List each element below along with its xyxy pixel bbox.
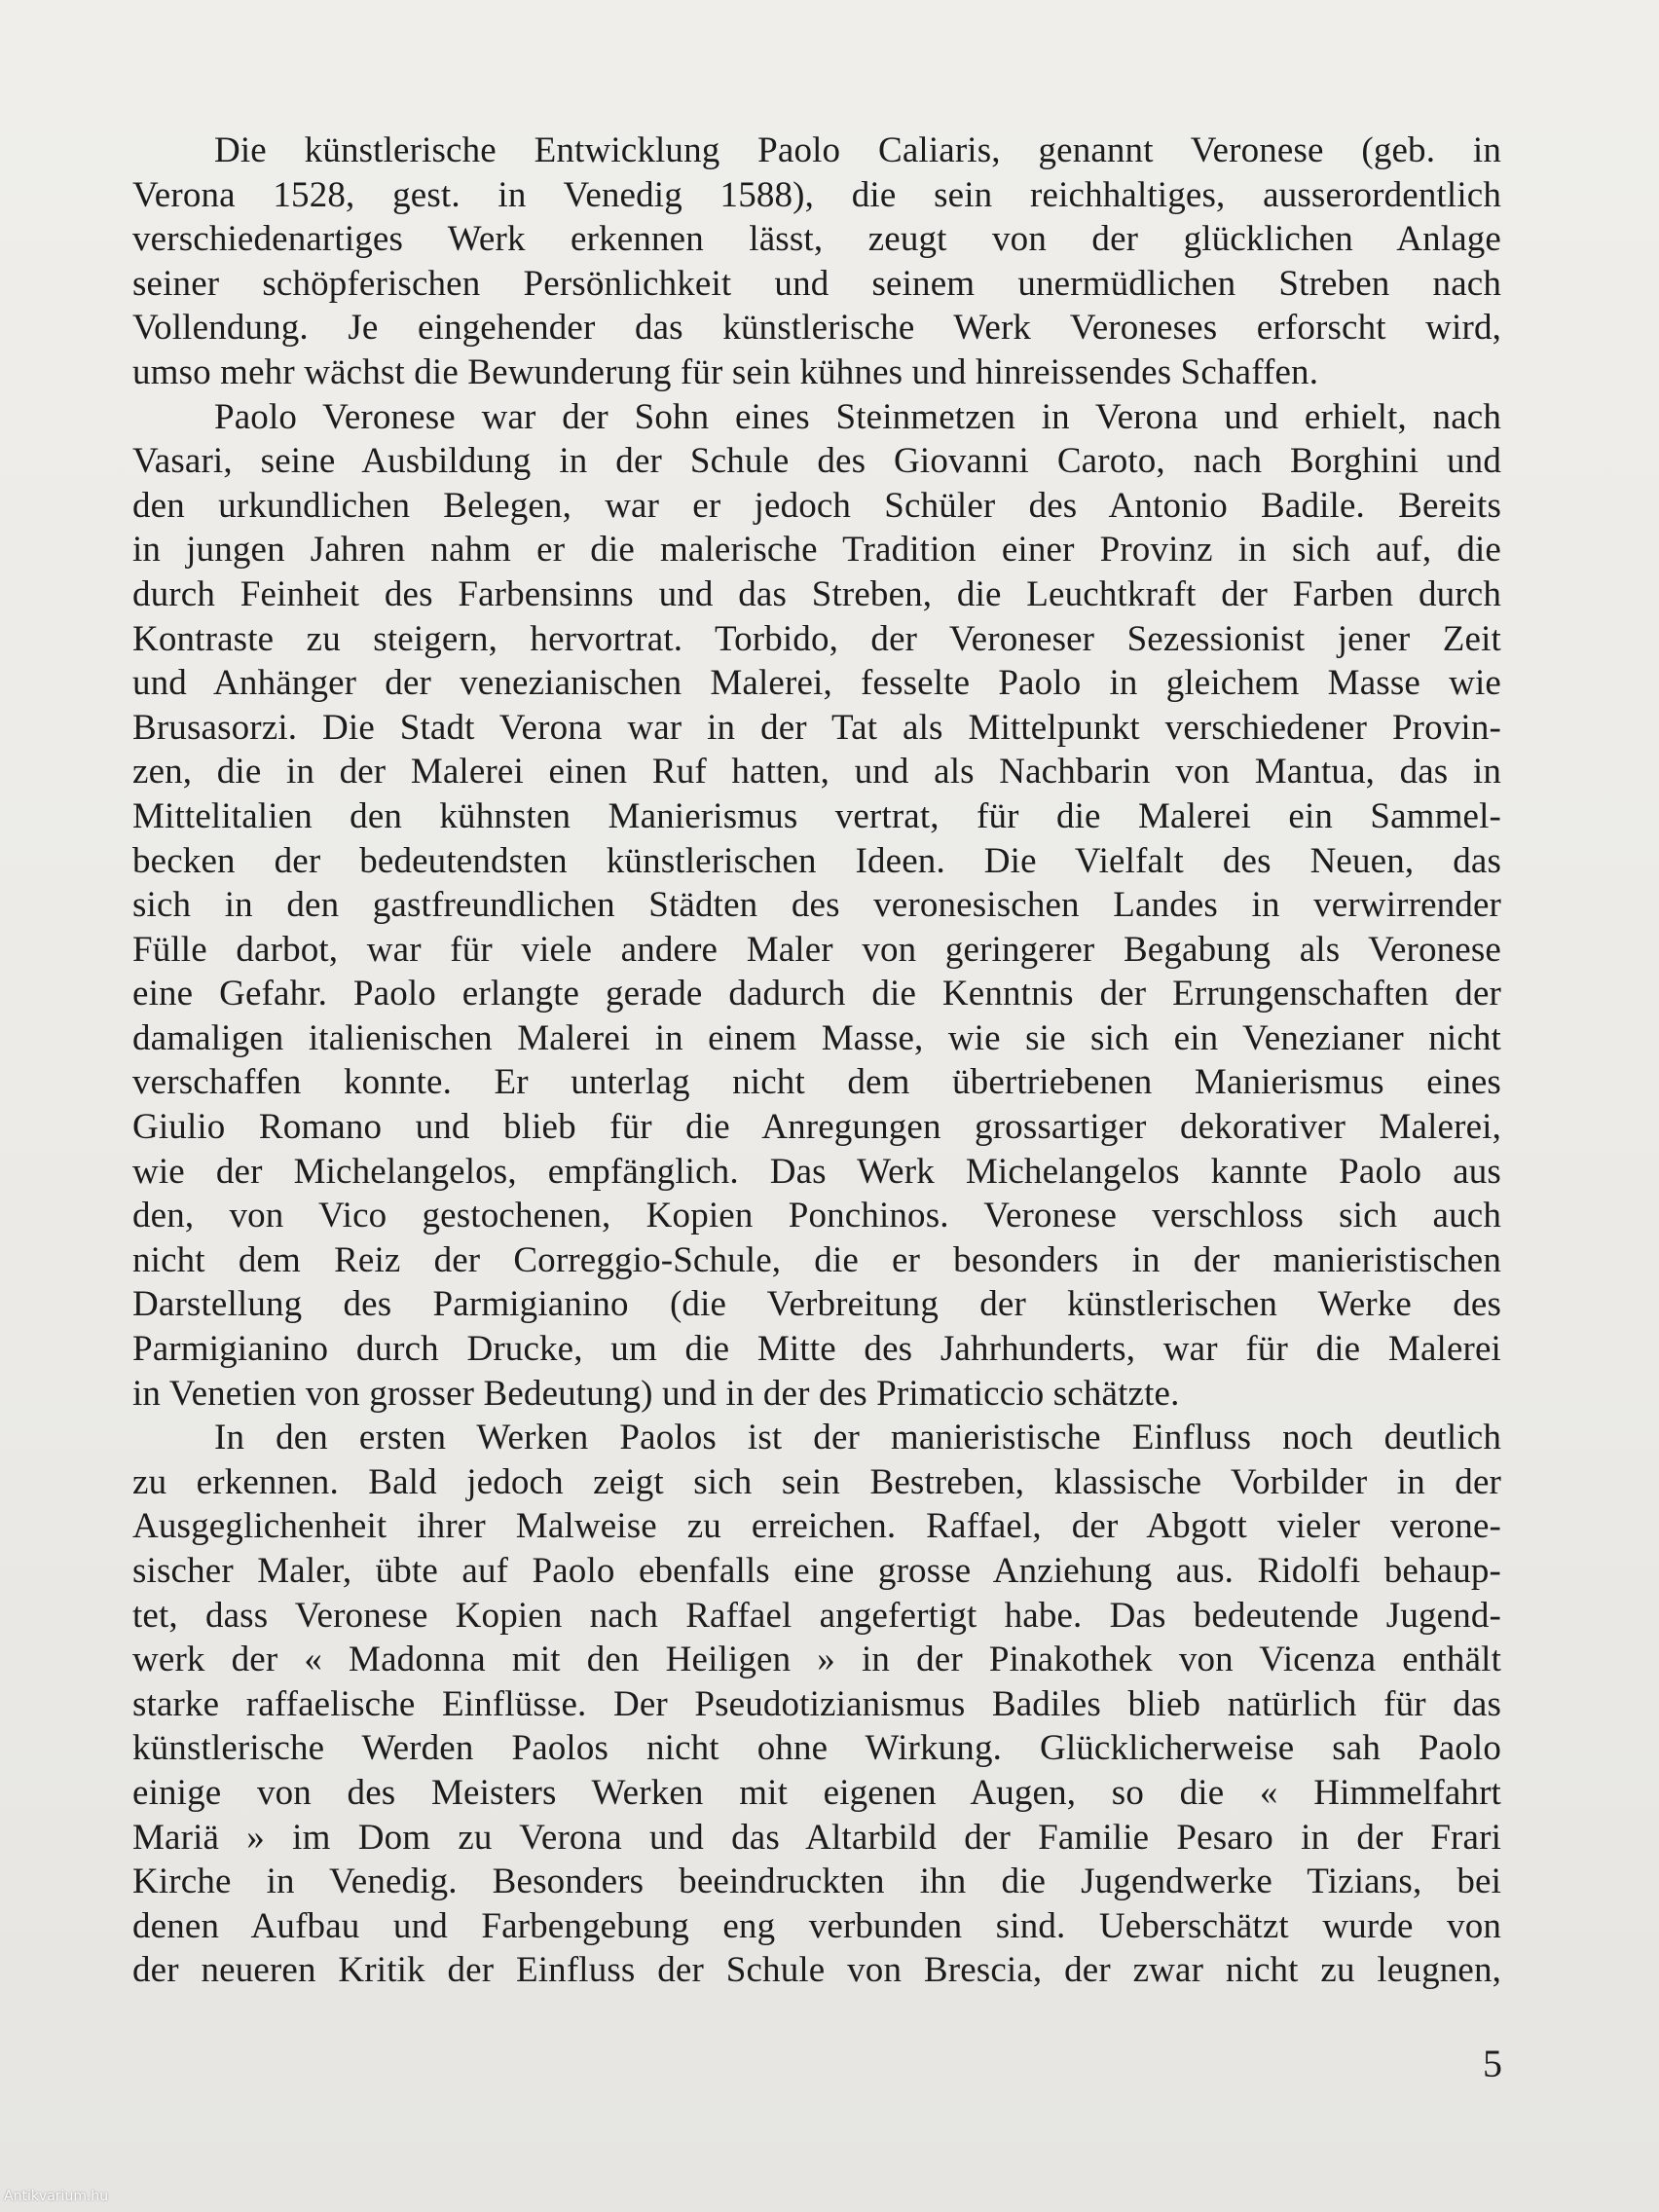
body-text (132, 129, 1501, 1993)
text-line: denen Aufbau und Farbengebung eng verbunden sind. Ueberschätzt wurde von (132, 1905, 1501, 1946)
text-line: eine Gefahr. Paolo erlangte gerade dadurch die Kenntnis der Errungenschaften der (132, 974, 1501, 1014)
watermark: Antikvarium.hu (4, 2189, 109, 2204)
text-line: starke raffaelische Einflüsse. Der Pseudotizianismus Badiles blieb natürlich für das (132, 1683, 1501, 1724)
text-line: einige von des Meisters Werken mit eigenen Augen, so die « Himmelfahrt (132, 1772, 1501, 1813)
text-line: umso mehr wächst die Bewunderung für sein kühnes und hinreissendes Schaffen. (132, 351, 1319, 392)
text-line: Kontraste zu steigern, hervortrat. Torbido, der Veroneser Sezessionist jener Zeit (132, 618, 1501, 659)
text-line: der neueren Kritik der Einfluss der Schule von Brescia, der zwar nicht zu leugnen, (132, 1950, 1501, 1991)
text-line: Kirche in Venedig. Besonders beeindruckten ihn die Jugendwerke Tizians, bei (132, 1862, 1501, 1902)
text-line: den, von Vico gestochenen, Kopien Ponchinos. Veronese verschloss sich auch (132, 1196, 1501, 1236)
text-line: Vollendung. Je eingehender das künstlerische Werk Veroneses erforscht wird, (132, 308, 1501, 349)
text-line: tet, dass Veronese Kopien nach Raffael angefertigt habe. Das bedeutende Jugend- (132, 1595, 1501, 1636)
text-line: sischer Maler, übte auf Paolo ebenfalls eine grosse Anziehung aus. Ridolfi behaup- (132, 1551, 1501, 1591)
text-line: in Venetien von grosser Bedeutung) und in der des Primaticcio schätzte. (132, 1373, 1180, 1414)
text-line: becken der bedeutendsten künstlerischen Ideen. Die Vielfalt des Neuen, das (132, 840, 1501, 881)
text-line: Mittelitalien den kühnsten Manierismus vertrat, für die Malerei ein Sammel- (132, 795, 1501, 836)
text-line: Die künstlerische Entwicklung Paolo Caliaris, genannt Veronese (geb. in (214, 130, 1501, 170)
text-line: durch Feinheit des Farbensinns und das Streben, die Leuchtkraft der Farben durch (132, 573, 1501, 614)
text-line: werk der « Madonna mit den Heiligen » in der Pinakothek von Vicenza enthält (132, 1640, 1501, 1680)
text-line: Fülle darbot, war für viele andere Maler von geringerer Begabung als Veronese (132, 929, 1501, 970)
text-line: Paolo Veronese war der Sohn eines Steinmetzen in Verona und erhielt, nach (214, 396, 1501, 437)
text-line: Verona 1528, gest. in Venedig 1588), die sein reichhaltiges, ausserordentlich (132, 174, 1501, 215)
text-line: den urkundlichen Belegen, war er jedoch Schüler des Antonio Badile. Bereits (132, 485, 1501, 526)
text-line: sich in den gastfreundlichen Städten des veronesischen Landes in verwirrender (132, 885, 1501, 926)
text-line: nicht dem Reiz der Correggio-Schule, die er besonders in der manieristischen (132, 1239, 1501, 1280)
text-line: wie der Michelangelos, empfänglich. Das Werk Michelangelos kannte Paolo aus (132, 1151, 1501, 1192)
text-line: Parmigianino durch Drucke, um die Mitte des Jahrhunderts, war für die Malerei (132, 1329, 1501, 1370)
text-line: zu erkennen. Bald jedoch zeigt sich sein Bestreben, klassische Vorbilder in der (132, 1461, 1501, 1502)
text-line: künstlerische Werden Paolos nicht ohne Wirkung. Glücklicherweise sah Paolo (132, 1728, 1501, 1769)
text-line: in jungen Jahren nahm er die malerische Tradition einer Provinz in sich auf, die (132, 530, 1501, 571)
text-line: Ausgeglichenheit ihrer Malweise zu erreichen. Raffael, der Abgott vieler verone- (132, 1506, 1501, 1547)
text-line: Darstellung des Parmigianino (die Verbreitung der künstlerischen Werke des (132, 1284, 1501, 1325)
page-number: 5 (1483, 2042, 1502, 2085)
text-line: seiner schöpferischen Persönlichkeit und seinem unermüdlichen Streben nach (132, 263, 1501, 304)
text-line: In den ersten Werken Paolos ist der manieristische Einfluss noch deutlich (214, 1418, 1501, 1458)
text-line: damaligen italienischen Malerei in einem Masse, wie sie sich ein Venezianer nicht (132, 1017, 1501, 1058)
text-line: zen, die in der Malerei einen Ruf hatten, und als Nachbarin von Mantua, das in (132, 752, 1501, 793)
text-line: Brusasorzi. Die Stadt Verona war in der Tat als Mittelpunkt verschiedener Provin- (132, 707, 1501, 748)
text-line: verschaffen konnte. Er unterlag nicht dem übertriebenen Manierismus eines (132, 1062, 1501, 1103)
text-line: Giulio Romano und blieb für die Anregungen grossartiger dekorativer Malerei, (132, 1107, 1501, 1148)
text-line: verschiedenartiges Werk erkennen lässt, zeugt von der glücklichen Anlage (132, 219, 1501, 260)
text-line: Vasari, seine Ausbildung in der Schule des Giovanni Caroto, nach Borghini und (132, 441, 1501, 482)
text-line: und Anhänger der venezianischen Malerei, fesselte Paolo in gleichem Masse wie (132, 663, 1501, 704)
text-line: Mariä » im Dom zu Verona und das Altarbild der Familie Pesaro in der Frari (132, 1817, 1501, 1858)
